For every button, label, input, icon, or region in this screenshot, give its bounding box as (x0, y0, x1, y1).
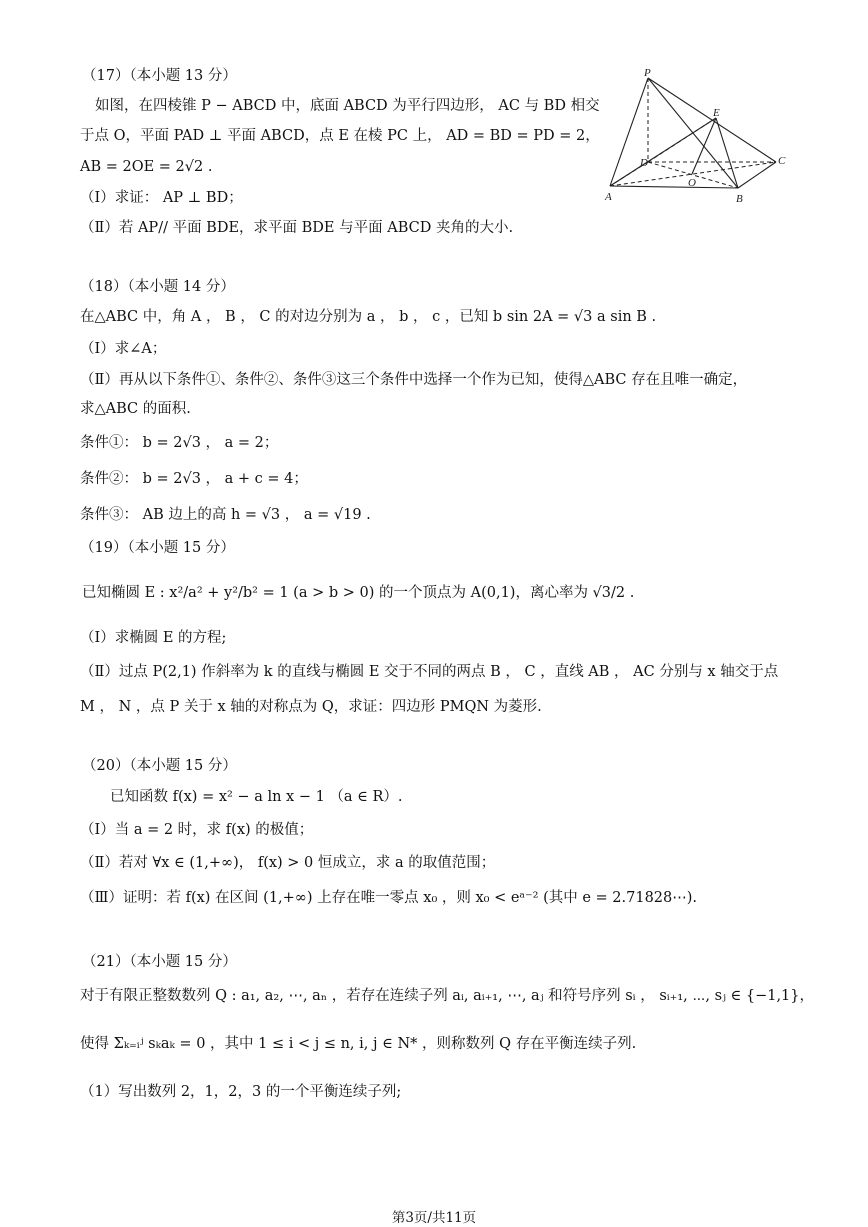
label-e: E (713, 107, 720, 119)
label-p: P (644, 67, 651, 79)
q21-header: （21）（本小题 15 分） (82, 954, 237, 970)
q18-line1: 在△ABC 中，角 A ， B ， C 的对边分别为 a ， b ， c ，已知 b sin 2A = √3 a sin B . (80, 309, 657, 325)
q17-header: （17）（本小题 13 分） (82, 68, 237, 84)
label-d: D (640, 157, 648, 169)
q17-part1: （Ⅰ）求证： AP ⊥ BD； (80, 190, 243, 206)
label-a: A (605, 191, 612, 203)
q18-header: （18）（本小题 14 分） (80, 279, 235, 295)
page-number: 第3页/共11页 (391, 1210, 477, 1226)
q21-line2: 使得 Σₖ₌ᵢʲ sₖaₖ = 0 ，其中 1 ≤ i < j ≤ n, i, j ∈ N* ，则称数列 Q 存在平衡连续子列. (80, 1036, 637, 1052)
q17-line3: AB = 2OE = 2√2 . (80, 159, 213, 175)
q19-line1: 已知椭圆 E : x²/a² + y²/b² = 1 (a > b > 0) 的一个顶点为 A(0,1)，离心率为 √3/2 . (82, 585, 635, 601)
pyramid-figure (600, 66, 792, 208)
q21-part1: （1）写出数列 2，1，2，3 的一个平衡连续子列; (80, 1084, 402, 1100)
q20-header: （20）（本小题 15 分） (82, 758, 237, 774)
label-o: O (688, 177, 696, 189)
q18-part2b: 求△ABC 的面积. (80, 401, 191, 417)
q17-part2: （Ⅱ）若 AP// 平面 BDE，求平面 BDE 与平面 ABCD 夹角的大小. (80, 220, 514, 236)
q19-part2a: （Ⅱ）过点 P(2,1) 作斜率为 k 的直线与椭圆 E 交于不同的两点 B ， C ，直线 AB ， AC 分别与 x 轴交于点 (80, 664, 779, 680)
q19-part1: （Ⅰ）求椭圆 E 的方程; (80, 630, 227, 646)
q20-part1: （Ⅰ）当 a = 2 时，求 f(x) 的极值； (80, 822, 314, 838)
q21-line1: 对于有限正整数数列 Q : a₁, a₂, ⋯, aₙ ，若存在连续子列 aᵢ, aᵢ₊₁, ⋯, aⱼ 和符号序列 sᵢ ， sᵢ₊₁, ⋯, sⱼ ∈ {−1,1}， (80, 988, 815, 1004)
q20-line1: 已知函数 f(x) = x² − a ln x − 1 （a ∈ R）. (110, 789, 403, 805)
q18-part2a: （Ⅱ）再从以下条件①、条件②、条件③这三个条件中选择一个作为已知，使得△ABC 存在且唯一确定， (80, 372, 748, 388)
q18-condition3: 条件③： AB 边上的高 h = √3 ， a = √19 . (80, 507, 371, 523)
q20-part3: （Ⅲ）证明：若 f(x) 在区间 (1,+∞) 上存在唯一零点 x₀ ，则 x₀ < eᵃ⁻² (其中 e = 2.71828⋯). (80, 890, 698, 906)
q18-condition1: 条件①： b = 2√3 ， a = 2； (80, 435, 279, 451)
label-c: C (778, 155, 786, 167)
q18-part1: （Ⅰ）求∠A； (80, 341, 167, 357)
q19-part2b: M ， N ，点 P 关于 x 轴的对称点为 Q，求证：四边形 PMQN 为菱形. (80, 699, 542, 715)
label-b: B (736, 193, 743, 205)
q19-header: （19）（本小题 15 分） (80, 540, 235, 556)
q17-line1: 如图，在四棱锥 P − ABCD 中，底面 ABCD 为平行四边形， AC 与 BD 相交 (95, 98, 600, 114)
q17-line2: 于点 O，平面 PAD ⊥ 平面 ABCD，点 E 在棱 PC 上， AD = BD = PD = 2， (80, 128, 600, 144)
q18-condition2: 条件②： b = 2√3 ， a + c = 4； (80, 471, 308, 487)
q20-part2: （Ⅱ）若对 ∀x ∈ (1,+∞)， f(x) > 0 恒成立，求 a 的取值范围； (80, 855, 496, 871)
